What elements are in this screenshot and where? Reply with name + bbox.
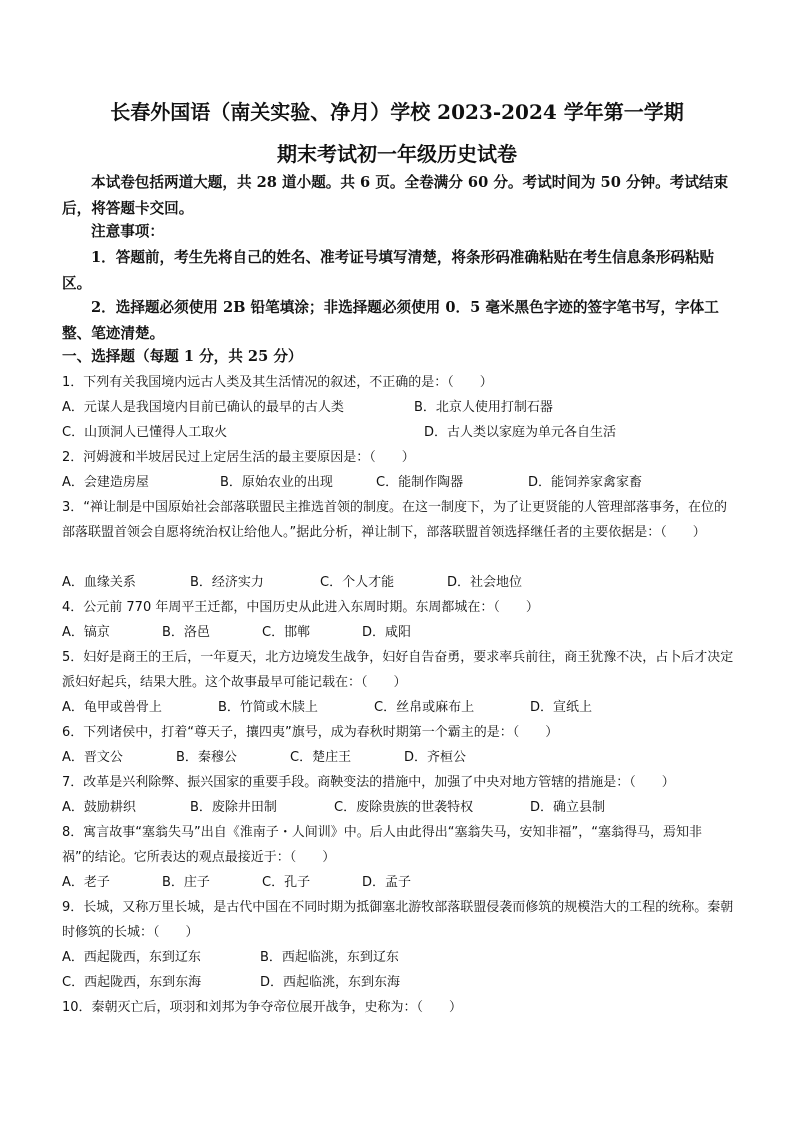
question-stem: 5．妇好是商王的王后，一年夏天，北方边境发生战争，妇好自告奋勇，要求率兵前往，商王犹豫不决，占卜后才决定派妇好起兵，结果大胜。这个故事最早可能记载在：（ ） [62,650,734,690]
option-b: B．秦穆公 [176,750,237,765]
question-stem: 3．“禅让制是中国原始社会部落联盟民主推选首领的制度。在这一制度下，为了让更贤能的人管理部落事务，在位的部落联盟首领会自愿将统治权让给他人。”据此分析，禅让制下，部落联盟首领选择继任者的主要依据是：（ ） [62,500,728,540]
option-b: B．竹简或木牍上 [218,700,318,715]
option-c: C．楚庄王 [290,750,352,765]
question-options [62,745,734,770]
option-b: B．洛邑 [162,625,210,640]
option-d: D．古人类以家庭为单元各自生活 [424,425,617,440]
exam-intro: 本试卷包括两道大题，共 28 道小题。共 6 页。全卷满分 60 分。考试时间为 50 分钟。考试结束后，将答题卡交回。 [62,174,729,217]
option-c: C．孔子 [262,875,311,890]
question-stem: 7．改革是兴利除弊、振兴国家的重要手段。商鞅变法的措施中，加强了中央对地方管辖的措施是：（ ） [62,775,675,790]
option-c: C．山顶洞人已懂得人工取火 [62,425,228,440]
option-a: A．镐京 [62,625,110,640]
notice-item-2: 2．选择题必须使用 2B 铅笔填涂；非选择题必须使用 0．5 毫米黑色字迹的签字笔书写，字体工整、笔迹清楚。 [62,299,719,342]
exam-title-line1: 长春外国语（南关实验、净月）学校 2023-2024 学年第一学期 [110,100,684,124]
question-stem: 4．公元前 770 年周平王迁都，中国历史从此进入东周时期。东周都城在：（ ） [62,600,539,615]
option-b: B．西起临洮，东到辽东 [260,950,399,965]
question-options [62,795,734,820]
section-heading: 一、选择题（每题 1 分，共 25 分） [62,348,303,365]
option-c: C．个人才能 [320,575,395,590]
question-options [62,570,734,595]
option-d: D．孟子 [362,875,412,890]
question-stem: 2．河姆渡和半坡居民过上定居生活的最主要原因是：（ ） [62,450,415,465]
option-a: A．老子 [62,875,110,890]
question-options [62,420,734,445]
question-options [62,945,734,970]
option-d: D．宣纸上 [530,700,593,715]
option-a: A．鼓励耕织 [62,800,136,815]
option-d: D．西起临洮，东到东海 [260,975,401,990]
option-a: A．龟甲或兽骨上 [62,700,162,715]
option-a: A．会建造房屋 [62,475,149,490]
option-c: C．西起陇西，东到东海 [62,975,202,990]
option-b: B．原始农业的出现 [220,475,333,490]
notice-heading: 注意事项： [91,223,164,240]
question-options [62,870,734,895]
question-stem: 6．下列诸侯中，打着“尊天子，攘四夷”旗号，成为春秋时期第一个霸主的是：（ ） [62,725,559,740]
option-d: D．齐桓公 [404,750,467,765]
question-stem: 9．长城，又称万里长城，是古代中国在不同时期为抵御塞北游牧部落联盟侵袭而修筑的规模浩大的工程的统称。秦朝时修筑的长城：（ ） [62,900,734,940]
option-d: D．咸阳 [362,625,412,640]
option-c: C．能制作陶器 [376,475,464,490]
question-options [62,620,734,645]
option-b: B．经济实力 [190,575,264,590]
option-b: B．北京人使用打制石器 [414,400,553,415]
option-a: A．西起陇西，东到辽东 [62,950,201,965]
option-c: C．废除贵族的世袭特权 [334,800,474,815]
option-c: C．丝帛或麻布上 [374,700,475,715]
option-a: A．元谋人是我国境内目前已确认的最早的古人类 [62,400,344,415]
option-a: A．晋文公 [62,750,123,765]
question-stem: 1．下列有关我国境内远古人类及其生活情况的叙述，不正确的是：（ ） [62,375,493,390]
option-a: A．血缘关系 [62,575,136,590]
question-options [62,970,734,995]
notice-item-1: 1．答题前，考生先将自己的姓名、准考证号填写清楚，将条形码准确粘贴在考生信息条形码粘贴区。 [62,249,715,292]
question-options [62,470,734,495]
question-stem: 10．秦朝灭亡后，项羽和刘邦为争夺帝位展开战争，史称为：（ ） [62,1000,463,1015]
option-d: D．确立县制 [530,800,606,815]
question-options [62,695,734,720]
option-d: D．社会地位 [447,575,523,590]
option-d: D．能饲养家禽家畜 [528,475,643,490]
option-b: B．庄子 [162,875,210,890]
exam-title-line2: 期末考试初一年级历史试卷 [277,142,517,166]
option-c: C．邯郸 [262,625,311,640]
question-options [62,395,734,420]
option-b: B．废除井田制 [190,800,277,815]
question-stem: 8．寓言故事“塞翁失马”出自《淮南子・人间训》中。后人由此得出“塞翁失马，安知非福”，“塞翁得马，焉知非祸”的结论。它所表达的观点最接近于：（ ） [62,825,702,865]
